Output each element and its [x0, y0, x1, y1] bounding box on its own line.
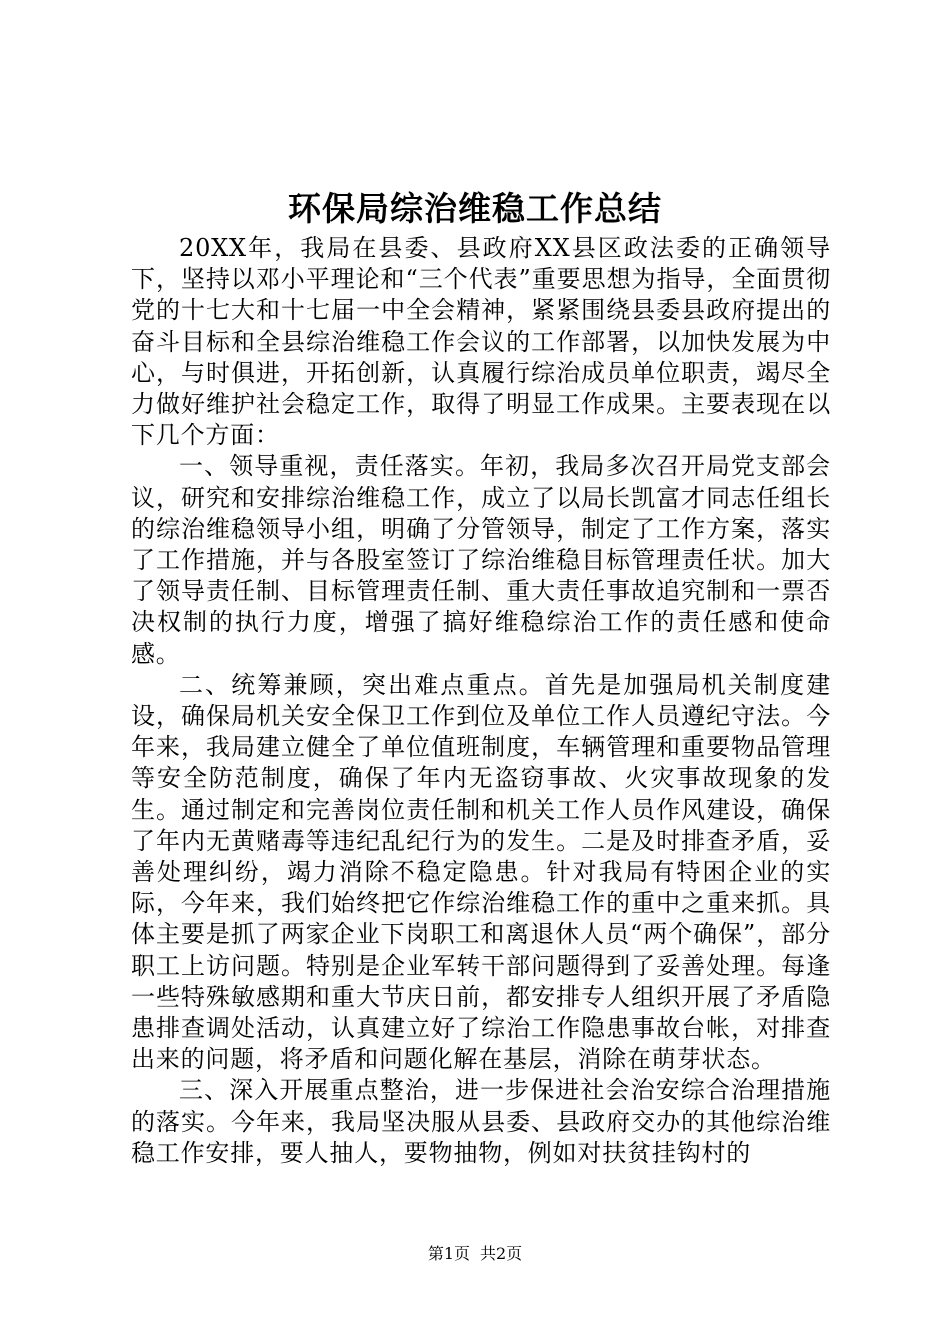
page-total: 共2页 [480, 1244, 523, 1263]
paragraph-section-1: 一、领导重视，责任落实。年初，我局多次召开局党支部会议，研究和安排综治维稳工作，成立了以局长凯富才同志任组长的综治维稳领导小组，明确了分管领导，制定了工作方案，落实了工作措施，并与各股室签订了综治维稳目标管理责任状。加大了领导责任制、目标管理责任制、重大责任事故追究制和一票否决权制的执行力度，增强了搞好维稳综治工作的责任感和使命感。 [131, 452, 831, 668]
page-number: 第1页 [427, 1244, 470, 1263]
page-footer [0, 1243, 950, 1265]
paragraph-intro: 20XX年，我局在县委、县政府XX县区政法委的正确领导下，坚持以邓小平理论和“三个代表”重要思想为指导，全面贯彻党的十七大和十七届一中全会精神，紧紧围绕县委县政府提出的奋斗目标和全县综治维稳工作会议的工作部署，以加快发展为中心，与时俱进，开拓创新，认真履行综治成员单位职责，竭尽全力做好维护社会稳定工作，取得了明显工作成果。主要表现在以下几个方面： [131, 234, 831, 450]
paragraph-section-3: 三、深入开展重点整治，进一步保进社会治安综合治理措施的落实。今年来，我局坚决服从县委、县政府交办的其他综治维稳工作安排，要人抽人，要物抽物，例如对扶贫挂钩村的 [131, 1076, 831, 1167]
paragraph-section-2: 二、统筹兼顾，突出难点重点。首先是加强局机关制度建设，确保局机关安全保卫工作到位及单位工作人员遵纪守法。今年来，我局建立健全了单位值班制度，车辆管理和重要物品管理等安全防范制度，确保了年内无盗窃事故、火灾事故现象的发生。通过制定和完善岗位责任制和机关工作人员作风建设，确保了年内无黄赌毒等违纪乱纪行为的发生。二是及时排查矛盾，妥善处理纠纷，竭力消除不稳定隐患。针对我局有特困企业的实际，今年来，我们始终把它作综治维稳工作的重中之重来抓。具体主要是抓了两家企业下岗职工和离退休人员“两个确保”，部分职工上访问题。特别是企业军转干部问题得到了妥善处理。每逢一些特殊敏感期和重大节庆日前，都安排专人组织开展了矛盾隐患排查调处活动，认真建立好了综治工作隐患事故台帐，对排查出来的问题，将矛盾和问题化解在基层，消除在萌芽状态。 [131, 670, 831, 1074]
document-body [131, 233, 831, 1169]
document-title: 环保局综治维稳工作总结 [288, 189, 662, 228]
